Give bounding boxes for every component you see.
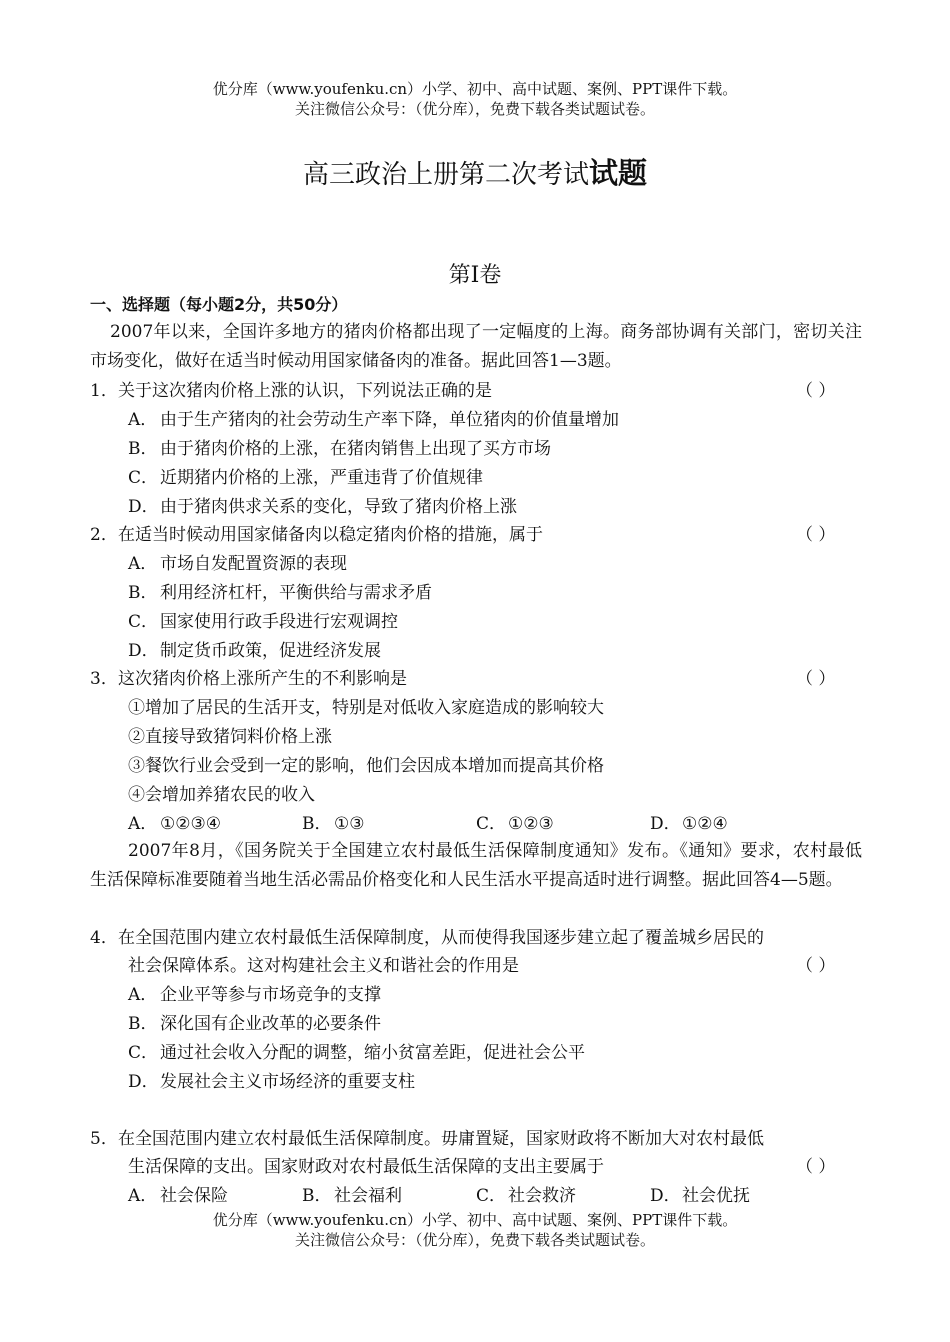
q5-option-c <box>476 1184 576 1208</box>
option-label: A． <box>128 814 158 834</box>
q3-statement-1: ①增加了居民的生活开支，特别是对低收入家庭造成的影响较大 <box>128 698 604 718</box>
question-number: 1． <box>90 381 118 401</box>
answer-bracket: （ ） <box>796 1157 836 1177</box>
q5-option-a <box>128 1184 228 1208</box>
section-heading: 一、选择题（每小题2分，共50分） <box>90 295 348 314</box>
option-label: B． <box>302 1186 332 1206</box>
q5-option-d <box>650 1184 750 1208</box>
q4-option-b <box>128 1012 381 1036</box>
option-text: 国家使用行政手段进行宏观调控 <box>160 612 398 632</box>
option-label: D． <box>650 814 681 834</box>
question-number: 4． <box>90 928 118 948</box>
question-text: 在适当时候动用国家储备肉以稳定猪肉价格的措施，属于 <box>118 525 543 545</box>
q2-option-b <box>128 581 432 605</box>
question-1 <box>90 379 862 403</box>
question-text: 这次猪肉价格上涨所产生的不利影响是 <box>118 669 407 689</box>
title-bold: 试题 <box>589 156 648 190</box>
option-label: D． <box>650 1186 681 1206</box>
volume-heading: 第Ⅰ卷 <box>448 263 502 288</box>
option-text: 企业平等参与市场竞争的支撑 <box>160 985 381 1005</box>
q4-option-a <box>128 983 381 1007</box>
option-text: 由于生产猪肉的社会劳动生产率下降，单位猪肉的价值量增加 <box>160 410 619 430</box>
q3-statement-4: ④会增加养猪农民的收入 <box>128 785 315 805</box>
question-text: 关于这次猪肉价格上涨的认识，下列说法正确的是 <box>118 381 492 401</box>
q3-statement-3: ③餐饮行业会受到一定的影响，他们会因成本增加而提高其价格 <box>128 756 604 776</box>
footer-line-1: 优分库（www.youfenku.cn）小学、初中、高中试题、案例、PPT课件下载。 <box>212 1211 738 1229</box>
q2-option-d <box>128 639 381 663</box>
option-label: A． <box>128 985 158 1005</box>
option-label: C． <box>476 1186 507 1206</box>
option-text: ①②④ <box>682 814 728 834</box>
option-text: 社会保险 <box>160 1186 228 1206</box>
question-5-continued: 生活保障的支出。国家财政对农村最低生活保障的支出主要属于 <box>128 1157 604 1177</box>
option-text: 由于猪肉供求关系的变化，导致了猪肉价格上涨 <box>160 497 517 517</box>
answer-bracket: （ ） <box>796 525 836 545</box>
option-text: ①②③④ <box>160 814 221 834</box>
q3-statement-2: ②直接导致猪饲料价格上涨 <box>128 727 332 747</box>
option-label: D． <box>128 1072 159 1092</box>
option-label: A． <box>128 1186 158 1206</box>
option-label: C． <box>128 612 159 632</box>
question-4 <box>90 926 862 950</box>
answer-bracket: （ ） <box>796 669 836 689</box>
question-5 <box>90 1127 862 1151</box>
header-line-1: 优分库（www.youfenku.cn）小学、初中、高中试题、案例、PPT课件下载。 <box>212 80 738 98</box>
question-4-continued: 社会保障体系。这对构建社会主义和谐社会的作用是 <box>128 956 519 976</box>
option-label: C． <box>128 1043 159 1063</box>
q3-option-c <box>476 812 554 836</box>
option-label: B． <box>128 439 158 459</box>
footer-line-2: 关注微信公众号：（优分库），免费下载各类试题试卷。 <box>294 1231 655 1249</box>
option-label: C． <box>476 814 507 834</box>
header-line-2: 关注微信公众号：（优分库），免费下载各类试题试卷。 <box>294 100 655 118</box>
option-text: 社会福利 <box>334 1186 402 1206</box>
option-label: B． <box>128 1014 158 1034</box>
q1-option-b <box>128 437 551 461</box>
q1-option-a <box>128 408 619 432</box>
option-text: 发展社会主义市场经济的重要支柱 <box>160 1072 415 1092</box>
option-label: D． <box>128 641 159 661</box>
q2-option-c <box>128 610 398 634</box>
intro-paragraph-1: 2007年以来，全国许多地方的猪肉价格都出现了一定幅度的上海。商务部协调有关部门，密切关注市场变化，做好在适当时候动用国家储备肉的准备。据此回答1—3题。 <box>90 322 862 371</box>
q1-option-c <box>128 466 483 490</box>
option-text: 市场自发配置资源的表现 <box>160 554 347 574</box>
q3-option-b <box>302 812 364 836</box>
q4-option-c <box>128 1041 585 1065</box>
answer-bracket: （ ） <box>796 956 836 976</box>
option-label: D． <box>128 497 159 517</box>
option-label: C． <box>128 468 159 488</box>
option-text: ①③ <box>334 814 365 834</box>
question-3 <box>90 667 862 691</box>
option-text: 社会救济 <box>508 1186 576 1206</box>
option-text: 制定货币政策，促进经济发展 <box>160 641 381 661</box>
intro-paragraph-2: 2007年8月，《国务院关于全国建立农村最低生活保障制度通知》发布。《通知》要求，农村最低生活保障标准要随着当地生活必需品价格变化和人民生活水平提高适时进行调整。据此回答4—5题。 <box>90 841 862 890</box>
answer-bracket: （ ） <box>796 381 836 401</box>
q5-option-b <box>302 1184 402 1208</box>
option-text: 深化国有企业改革的必要条件 <box>160 1014 381 1034</box>
option-label: A． <box>128 410 158 430</box>
title-main: 高三政治上册第二次考试 <box>302 160 589 190</box>
question-2 <box>90 523 862 547</box>
question-number: 3． <box>90 669 118 689</box>
option-text: 社会优抚 <box>682 1186 750 1206</box>
option-label: B． <box>128 583 158 603</box>
q3-option-a <box>128 812 221 836</box>
question-text: 在全国范围内建立农村最低生活保障制度，从而使得我国逐步建立起了覆盖城乡居民的 <box>118 928 764 948</box>
option-label: B． <box>302 814 332 834</box>
option-text: 利用经济杠杆，平衡供给与需求矛盾 <box>160 583 432 603</box>
q1-option-d <box>128 495 517 519</box>
question-number: 5． <box>90 1129 118 1149</box>
option-text: 近期猪内价格的上涨，严重违背了价值规律 <box>160 468 483 488</box>
option-label: A． <box>128 554 158 574</box>
question-number: 2． <box>90 525 118 545</box>
option-text: 通过社会收入分配的调整，缩小贫富差距，促进社会公平 <box>160 1043 585 1063</box>
option-text: 由于猪肉价格的上涨，在猪肉销售上出现了买方市场 <box>160 439 551 459</box>
question-text: 在全国范围内建立农村最低生活保障制度。毋庸置疑，国家财政将不断加大对农村最低 <box>118 1129 764 1149</box>
q2-option-a <box>128 552 347 576</box>
page-title <box>0 155 950 193</box>
option-text: ①②③ <box>508 814 554 834</box>
q3-option-d <box>650 812 728 836</box>
q4-option-d <box>128 1070 415 1094</box>
